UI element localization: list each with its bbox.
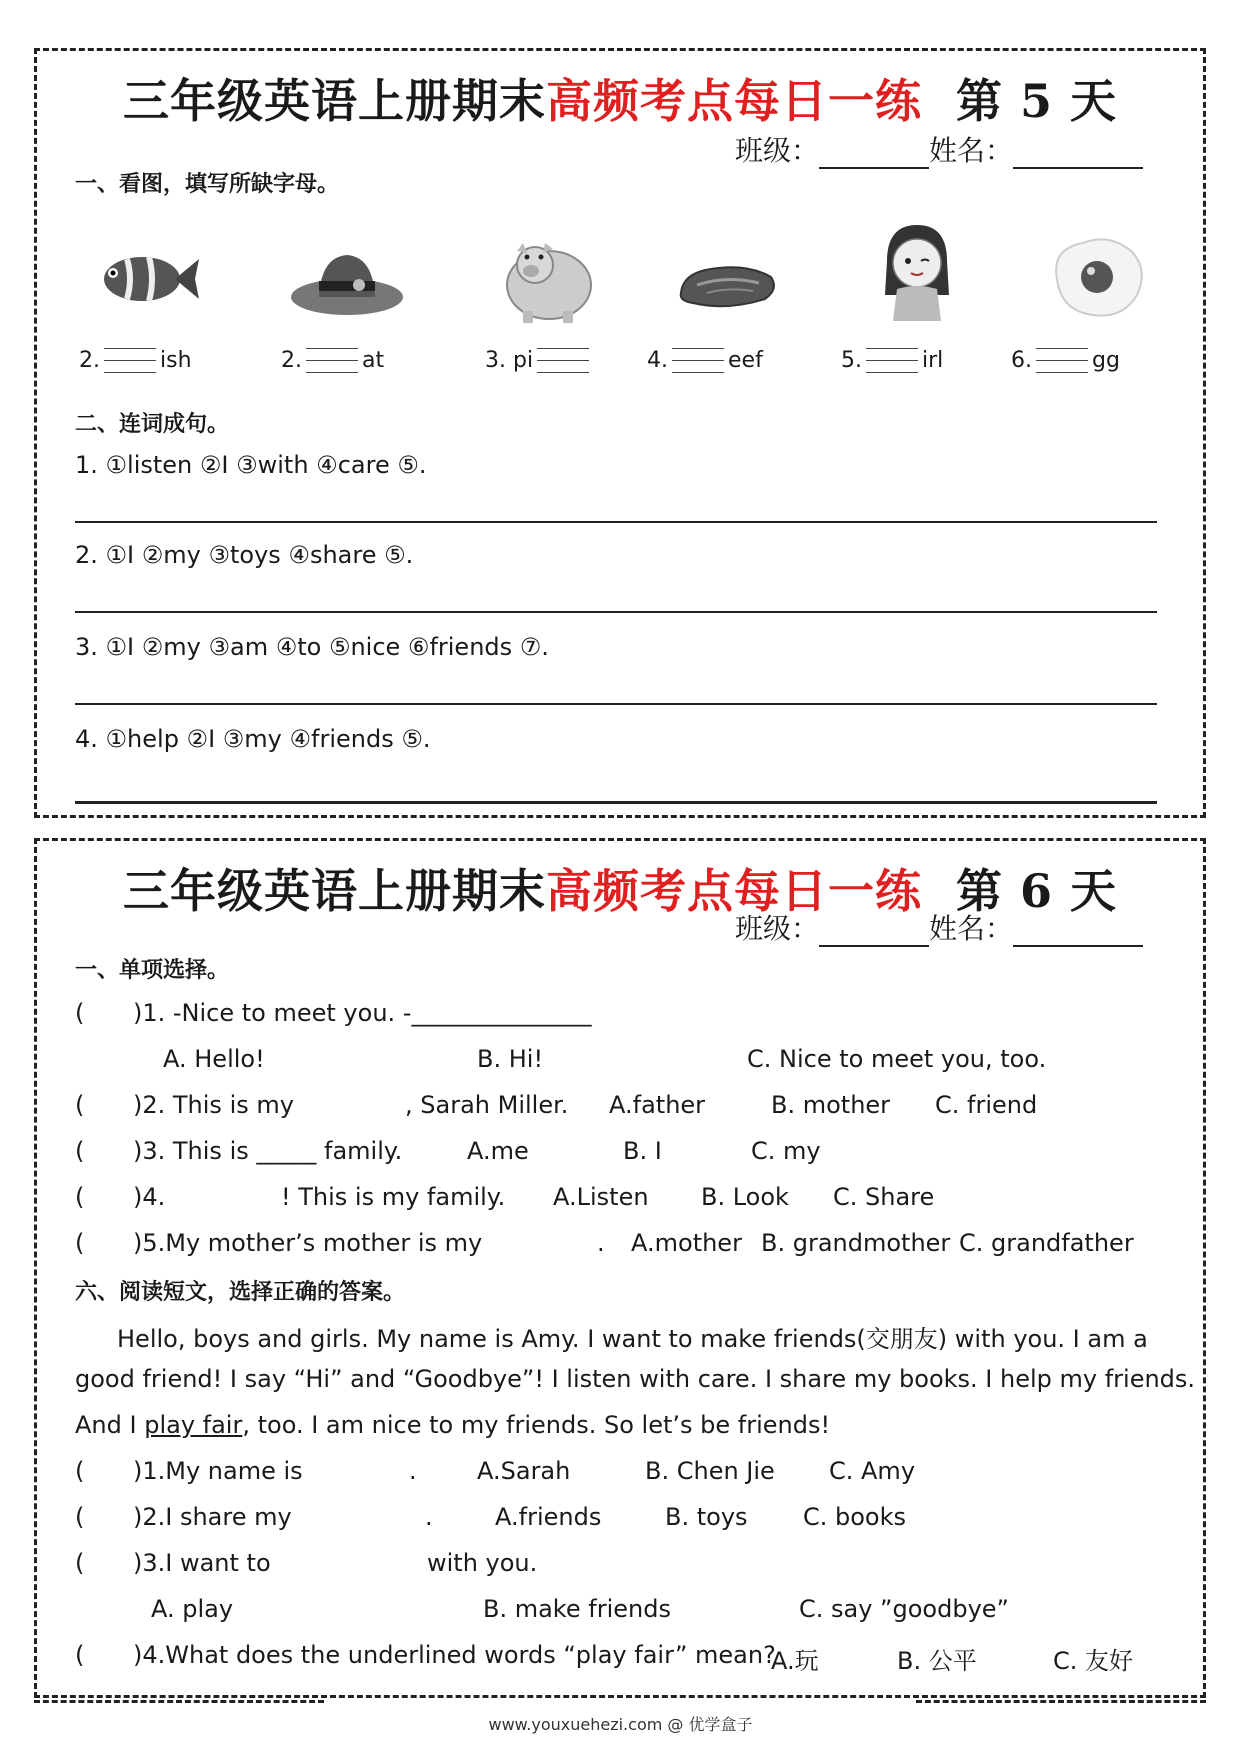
page-title [37, 65, 1203, 131]
answer-paren[interactable]: ( [75, 1229, 85, 1257]
option-a: A.me [467, 1137, 529, 1165]
title-black: 三年级英语上册期末 [122, 74, 546, 128]
question-2: )2. This is my [133, 1091, 294, 1119]
answer-paren[interactable]: ( [75, 1641, 85, 1669]
answer-line-2[interactable] [75, 611, 1157, 613]
question-5: )5.My mother’s mother is my [133, 1229, 483, 1257]
fill-blank[interactable] [104, 346, 156, 376]
picture-label-4: 4. eef [647, 346, 763, 376]
answer-line-1[interactable] [75, 521, 1157, 523]
reading-question-3-rest: with you. [427, 1549, 538, 1577]
picture-label-6: 6. gg [1011, 346, 1120, 376]
question-5-period: . [597, 1229, 605, 1257]
option-a: A.friends [495, 1503, 602, 1531]
option-b: B. Chen Jie [645, 1457, 775, 1485]
name-label: 姓名： [928, 912, 1013, 945]
fill-blank[interactable] [1036, 346, 1088, 376]
section-title-picture: 一、看图，填写所缺字母。 [75, 171, 340, 197]
option-b: B. mother [771, 1091, 891, 1119]
worksheet-day5 [34, 48, 1206, 818]
question-3: )3. This is _____ family. [133, 1137, 403, 1165]
picture-label-3: 3. pi [485, 346, 593, 376]
option-c: C. my [751, 1137, 821, 1165]
egg-icon [1037, 219, 1157, 339]
class-label: 班级： [734, 912, 819, 945]
title-day: 第 6 天 [955, 864, 1118, 918]
answer-line-4[interactable] [75, 801, 1157, 804]
fill-blank[interactable] [866, 346, 918, 376]
reading-question-2: )2.I share my [133, 1503, 292, 1531]
option-c: C. 友好 [1053, 1647, 1134, 1675]
option-a: A.mother [631, 1229, 742, 1257]
fish-icon [87, 219, 207, 339]
answer-line-3[interactable] [75, 703, 1157, 705]
answer-paren[interactable]: ( [75, 1183, 85, 1211]
option-c: C. say ”goodbye” [799, 1595, 1009, 1623]
girl-icon [857, 211, 977, 331]
worksheet-day6 [34, 838, 1206, 1698]
option-c: C. grandfather [959, 1229, 1134, 1257]
passage-line-1: Hello, boys and girls. My name is Amy. I want to make friends(交朋友) with you. I am a [117, 1325, 1148, 1353]
option-b: B. Look [701, 1183, 789, 1211]
sentence-prompt-2: 2. ①I ②my ③toys ④share ⑤. [75, 541, 414, 569]
reading-question-3: )3.I want to [133, 1549, 271, 1577]
option-c: C. friend [935, 1091, 1038, 1119]
fill-blank[interactable] [672, 346, 724, 376]
class-name-line [735, 907, 1143, 947]
answer-paren[interactable]: ( [75, 1549, 85, 1577]
option-b: B. grandmother [761, 1229, 951, 1257]
answer-paren[interactable]: ( [75, 1457, 85, 1485]
title-black: 三年级英语上册期末 [122, 864, 546, 918]
section-title-choice: 一、单项选择。 [75, 957, 230, 983]
beef-icon [667, 219, 787, 339]
fill-blank[interactable] [306, 346, 358, 376]
option-b: B. toys [665, 1503, 748, 1531]
pig-icon [487, 219, 607, 339]
reading-question-1-period: . [409, 1457, 417, 1485]
question-1: )1. -Nice to meet you. -_______________ [133, 999, 592, 1027]
answer-paren[interactable]: ( [75, 1137, 85, 1165]
title-red: 高频考点每日一练 [545, 864, 922, 918]
option-a: A.玩 [771, 1647, 819, 1675]
option-a: A.father [609, 1091, 706, 1119]
passage-line-2: good friend! I say “Hi” and “Goodbye”! I listen with care. I share my books. I help my friends. [75, 1365, 1196, 1393]
option-a: A.Sarah [477, 1457, 571, 1485]
reading-question-2-period: . [425, 1503, 433, 1531]
picture-label-1: 2. ish [79, 346, 192, 376]
option-b: B. Hi! [477, 1045, 544, 1073]
option-a: A. play [151, 1595, 234, 1623]
class-blank[interactable] [819, 919, 929, 947]
option-b: B. 公平 [897, 1647, 977, 1675]
sentence-prompt-1: 1. ①listen ②I ③with ④care ⑤. [75, 451, 427, 479]
sentence-prompt-4: 4. ①help ②I ③my ④friends ⑤. [75, 725, 431, 753]
option-b: B. make friends [483, 1595, 671, 1623]
option-c: C. books [803, 1503, 907, 1531]
class-blank[interactable] [819, 141, 929, 169]
fill-blank[interactable] [537, 346, 589, 376]
underlined-phrase: play fair [144, 1411, 243, 1439]
picture-label-5: 5. irl [841, 346, 943, 376]
answer-paren[interactable]: ( [75, 999, 85, 1027]
answer-paren[interactable]: ( [75, 1091, 85, 1119]
question-4-rest: ! This is my family. [281, 1183, 506, 1211]
question-2-rest: , Sarah Miller. [405, 1091, 569, 1119]
question-4: )4. [133, 1183, 166, 1211]
class-label: 班级： [734, 134, 819, 167]
footer-divider-left [34, 1700, 324, 1703]
name-label: 姓名： [928, 134, 1013, 167]
section-title-reading: 六、阅读短文，选择正确的答案。 [75, 1279, 406, 1305]
footer-divider-right [916, 1700, 1206, 1703]
sentence-prompt-3: 3. ①I ②my ③am ④to ⑤nice ⑥friends ⑦. [75, 633, 549, 661]
option-a: A.Listen [553, 1183, 649, 1211]
option-c: C. Nice to meet you, too. [747, 1045, 1047, 1073]
reading-question-1: )1.My name is [133, 1457, 303, 1485]
name-blank[interactable] [1013, 919, 1143, 947]
picture-label-2: 2. at [281, 346, 384, 376]
footer-watermark: www.youxuehezi.com @ 优学盒子 [488, 1715, 753, 1734]
hat-icon [287, 219, 407, 339]
option-a: A. Hello! [163, 1045, 265, 1073]
answer-paren[interactable]: ( [75, 1503, 85, 1531]
class-name-line [735, 129, 1143, 169]
reading-question-4: )4.What does the underlined words “play fair” mean? [133, 1641, 776, 1669]
title-red: 高频考点每日一练 [545, 74, 922, 128]
option-b: B. I [623, 1137, 662, 1165]
section-title-sentence: 二、连词成句。 [75, 411, 230, 437]
title-day: 第 5 天 [955, 74, 1118, 128]
name-blank[interactable] [1013, 141, 1143, 169]
option-c: C. Amy [829, 1457, 916, 1485]
option-c: C. Share [833, 1183, 935, 1211]
passage-line-3: And I play fair, too. I am nice to my friends. So let’s be friends! [75, 1411, 831, 1439]
